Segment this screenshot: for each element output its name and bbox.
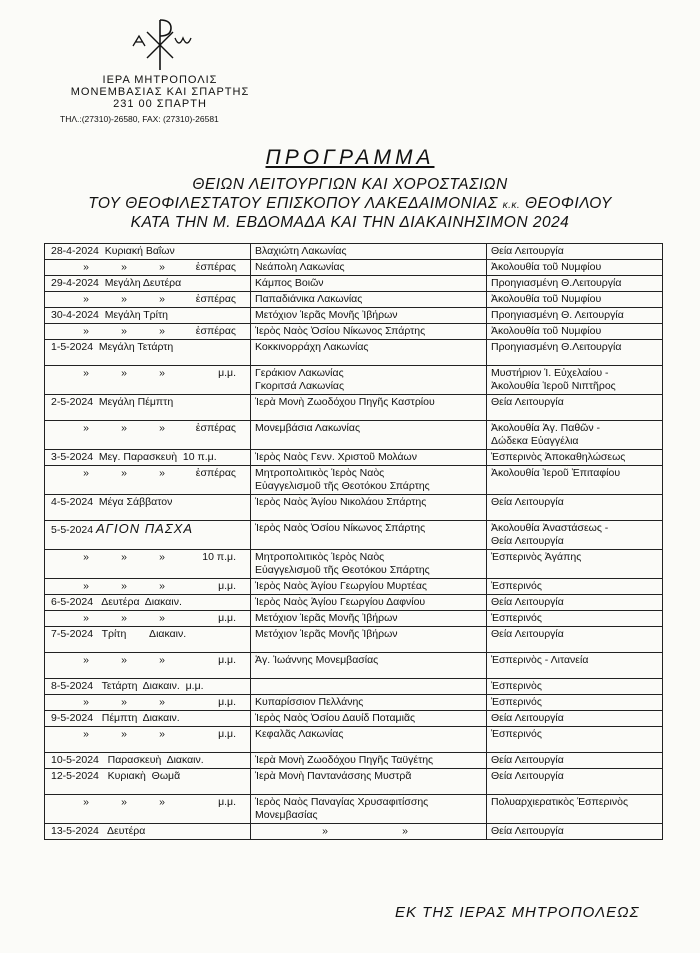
date-cell [45,727,251,753]
place-text: Μητροπολιτικὸς Ἱερὸς Ναὸς [255,467,385,479]
place-cell [251,611,487,627]
ditto-mark: » [121,728,127,740]
service-text: Προηγιασμένη Θ. Λειτουργία [491,309,624,321]
ditto-mark: » [322,825,328,837]
service-text: Πολυαρχιερατικὸς Ἑσπερινὸς [491,796,629,808]
date-cell [45,276,251,292]
service-text-2: Δώδεκα Εὐαγγέλια [491,435,579,447]
place-text-2: Εὐαγγελισμοῦ τῆς Θεοτόκου Σπάρτης [255,480,430,492]
place-text: Νεάπολη Λακωνίας [255,261,345,273]
time-text: μ.μ. [218,580,236,592]
schedule-row [45,324,663,340]
service-cell [487,711,663,727]
ditto-mark: » [402,825,408,837]
service-cell [487,627,663,653]
date-cell [45,495,251,521]
date-cell [45,679,251,695]
date-cell [45,466,251,495]
service-cell [487,260,663,276]
place-cell [251,753,487,769]
place-text: Ἱερὸς Ναὸς Γενν. Χριστοῦ Μολάων [255,451,417,463]
ditto-mark: » [159,367,165,379]
place-cell [251,276,487,292]
service-cell [487,695,663,711]
service-text: Ἀκολουθία τοῦ Νυμφίου [491,293,602,305]
ditto-mark: » [83,654,89,666]
pascha-label: ΑΓΙΟΝ ΠΑΣΧΑ [95,521,193,536]
date-cell [45,366,251,395]
ditto-mark: » [121,325,127,337]
place-cell [251,292,487,308]
date-cell [45,627,251,653]
place-text: Παπαδιάνικα Λακωνίας [255,293,363,305]
subtitle-line3: ΚΑΤΑ ΤΗΝ Μ. ΕΒΔΟΜΑΔΑ ΚΑΙ ΤΗΝ ΔΙΑΚΑΙΝΗΣΙΜΟΝ 2024 [130,214,570,231]
place-cell [251,395,487,421]
date-cell [45,308,251,324]
place-cell [251,260,487,276]
service-cell [487,653,663,679]
date-text: 10-5-2024 Παρασκευὴ Διακαιν. [51,754,204,766]
place-cell [251,466,487,495]
place-text: Ἱερὸς Ναὸς Ἁγίου Γεωργίου Μυρτέας [255,580,427,592]
schedule-row [45,611,663,627]
place-cell [251,679,487,695]
ditto-mark: » [83,325,89,337]
ditto-mark: » [83,580,89,592]
service-text: Ἑσπερινὸς Ἀποκαθηλώσεως [491,451,626,463]
ditto-mark: » [121,580,127,592]
service-text: Ἑσπερινός [491,696,542,708]
service-cell [487,795,663,824]
service-text: Ἀκολουθία Ἀναστάσεως - [491,522,609,534]
date-cell [45,753,251,769]
service-cell [487,308,663,324]
ditto-mark: » [159,696,165,708]
service-text: Μυστήριον Ἱ. Εὐχελαίου - [491,367,609,379]
date-cell [45,711,251,727]
ditto-mark: » [83,551,89,563]
service-text-2: Θεία Λειτουργία [491,535,564,547]
schedule-row [45,824,663,840]
letterhead-line3: 231 00 ΣΠΑΡΤΗ [113,98,207,110]
time-text: ἑσπέρας [195,467,236,479]
service-text: Θεία Λειτουργία [491,770,564,782]
service-cell [487,679,663,695]
schedule-row [45,795,663,824]
schedule-row [45,395,663,421]
service-text: Ἀκολουθία τοῦ Νυμφίου [491,261,602,273]
service-cell [487,579,663,595]
ditto-mark: » [121,467,127,479]
service-cell [487,366,663,395]
service-cell [487,824,663,840]
service-text: Ἑσπερινὸς Ἀγάπης [491,551,582,563]
ditto-mark: » [159,612,165,624]
schedule-table [44,243,663,840]
ditto-mark: » [83,796,89,808]
date-text: 9-5-2024 Πέμπτη Διακαιν. [51,712,180,724]
ditto-mark: » [159,293,165,305]
date-text: 13-5-2024 Δευτέρα [51,825,146,837]
place-cell [251,579,487,595]
place-cell [251,495,487,521]
place-text: Μετόχιον Ἱερᾶς Μονῆς Ἰβήρων [255,309,398,321]
ditto-mark: » [83,367,89,379]
time-text: μ.μ. [218,696,236,708]
place-text: Ἱερὰ Μονὴ Ζωοδόχου Πηγῆς Ταϋγέτης [255,754,434,766]
schedule-row [45,627,663,653]
service-cell [487,727,663,753]
schedule-row [45,340,663,366]
service-cell [487,450,663,466]
place-text-2: Γκοριτσά Λακωνίας [255,380,345,392]
date-cell [45,521,251,550]
date-cell [45,421,251,450]
schedule-row [45,495,663,521]
place-cell [251,695,487,711]
service-cell [487,550,663,579]
date-cell [45,795,251,824]
service-text: Ἀκολουθία τοῦ Νυμφίου [491,325,602,337]
service-cell [487,324,663,340]
place-text: Ἱερὰ Μονὴ Παντανάσσης Μυστρᾶ [255,770,412,782]
ditto-mark: » [83,467,89,479]
schedule-row [45,260,663,276]
ditto-mark: » [121,293,127,305]
date-cell [45,292,251,308]
place-text-2: Εὐαγγελισμοῦ τῆς Θεοτόκου Σπάρτης [255,564,430,576]
chi-rho-emblem-icon [125,16,195,72]
date-cell [45,695,251,711]
service-text: Ἀκολουθία Ἱεροῦ Ἐπιταφίου [491,467,621,479]
place-text: Μητροπολιτικὸς Ἱερὸς Ναὸς [255,551,385,563]
date-cell [45,653,251,679]
ditto-mark: » [121,261,127,273]
signature-line: ΕΚ ΤΗΣ ΙΕΡΑΣ ΜΗΤΡΟΠΟΛΕΩΣ [395,904,640,921]
ditto-mark: » [159,422,165,434]
place-cell [251,711,487,727]
place-cell [251,653,487,679]
place-text: Ἱερὸς Ναὸς Ὁσίου Δαυίδ Ποταμιᾶς [255,712,416,724]
schedule-row [45,466,663,495]
place-text: Ἱερὰ Μονὴ Ζωοδόχου Πηγῆς Καστρίου [255,396,435,408]
schedule-row [45,753,663,769]
place-cell [251,521,487,550]
ditto-mark: » [83,422,89,434]
schedule-row [45,711,663,727]
place-cell [251,727,487,753]
place-cell [251,308,487,324]
letterhead [40,16,280,124]
schedule-row [45,292,663,308]
time-text: ἑσπέρας [195,325,236,337]
ditto-mark: » [159,261,165,273]
schedule-body [45,244,663,840]
ditto-mark: » [159,728,165,740]
service-cell [487,395,663,421]
time-text: μ.μ. [218,612,236,624]
service-text: Προηγιασμένη Θ.Λειτουργία [491,277,622,289]
service-text: Θεία Λειτουργία [491,825,564,837]
date-text: 1-5-2024 Μεγάλη Τετάρτη [51,341,174,353]
ditto-mark: » [159,796,165,808]
service-text: Θεία Λειτουργία [491,245,564,257]
date-text: 7-5-2024 Τρίτη Διακαιν. [51,628,187,640]
subtitle-line2 [0,195,700,213]
schedule-row [45,653,663,679]
subtitle-line2-main: ΤΟΥ ΘΕΟΦΙΛΕΣΤΑΤΟΥ ΕΠΙΣΚΟΠΟΥ ΛΑΚΕΔΑΙΜΟΝΙΑΣ [88,195,498,212]
place-text: Ἱερὸς Ναὸς Παναγίας Χρυσαφιτίσσης [255,796,429,808]
service-text: Θεία Λειτουργία [491,396,564,408]
ditto-mark: » [159,551,165,563]
date-text: 12-5-2024 Κυριακὴ Θωμᾶ [51,770,181,782]
schedule-row [45,421,663,450]
schedule-row [45,308,663,324]
time-text: ἑσπέρας [195,422,236,434]
date-text: 29-4-2024 Μεγάλη Δευτέρα [51,277,182,289]
service-text: Ἑσπερινός [491,728,542,740]
time-text: ἑσπέρας [195,261,236,273]
letterhead-contact: ΤΗΛ.:(27310)-26580, FAX: (27310)-26581 [60,114,219,124]
service-text: Θεία Λειτουργία [491,712,564,724]
service-cell [487,244,663,260]
schedule-row [45,695,663,711]
date-cell [45,395,251,421]
date-text: 8-5-2024 Τετάρτη Διακαιν. μ.μ. [51,680,204,692]
ditto-mark: » [83,696,89,708]
place-text: Γεράκιον Λακωνίας [255,367,344,379]
place-text: Μετόχιον Ἱερᾶς Μονῆς Ἰβήρων [255,628,398,640]
service-cell [487,421,663,450]
service-text: Θεία Λειτουργία [491,754,564,766]
date-text: 6-5-2024 Δευτέρα Διακαιν. [51,596,182,608]
service-text-2: Ἀκολουθία Ἱεροῦ Νιπτῆρος [491,380,616,392]
ditto-mark: » [121,612,127,624]
place-text: Ἱερὸς Ναὸς Ἁγίου Νικολάου Σπάρτης [255,496,427,508]
ditto-mark: » [83,728,89,740]
place-text: Κάμπος Βοιῶν [255,277,324,289]
service-text: Ἑσπερινός [491,580,542,592]
place-cell [251,244,487,260]
place-text: Ἱερὸς Ναὸς Ὁσίου Νίκωνος Σπάρτης [255,522,426,534]
schedule-row [45,579,663,595]
schedule-row [45,727,663,753]
service-cell [487,595,663,611]
service-text: Ἀκολουθία Ἁγ. Παθῶν - [491,422,601,434]
place-text: Βλαχιώτη Λακωνίας [255,245,347,257]
time-text: μ.μ. [218,367,236,379]
ditto-mark: » [159,467,165,479]
service-text: Θεία Λειτουργία [491,628,564,640]
place-cell [251,324,487,340]
place-cell [251,450,487,466]
ditto-mark: » [83,261,89,273]
time-text: μ.μ. [218,728,236,740]
time-text: 10 π.μ. [202,551,236,563]
schedule-row [45,366,663,395]
place-cell [251,366,487,395]
date-cell [45,450,251,466]
schedule-row [45,550,663,579]
subtitle-line2-name: ΘΕΟΦΙΛΟΥ [524,195,612,212]
service-text: Ἑσπερινός [491,612,542,624]
letterhead-line2: ΜΟΝΕΜΒΑΣΙΑΣ ΚΑΙ ΣΠΑΡΤΗΣ [70,86,250,98]
place-cell [251,769,487,795]
date-text: 28-4-2024 Κυριακή Βαΐων [51,245,175,257]
service-text: Ἑσπερινὸς [491,680,542,692]
subtitle-line1: ΘΕΙΩΝ ΛΕΙΤΟΥΡΓΙΩΝ ΚΑΙ ΧΟΡΟΣΤΑΣΙΩΝ [192,176,508,193]
document-title: ΠΡΟΓΡΑΜΜΑ [265,146,435,169]
service-cell [487,753,663,769]
ditto-mark: » [121,696,127,708]
place-text: Ἁγ. Ἰωάννης Μονεμβασίας [255,654,379,666]
ditto-mark: » [121,422,127,434]
date-cell [45,824,251,840]
date-cell [45,611,251,627]
service-cell [487,521,663,550]
schedule-row [45,595,663,611]
schedule-row [45,276,663,292]
place-text: Μονεμβάσια Λακωνίας [255,422,361,434]
service-cell [487,292,663,308]
date-text: 30-4-2024 Μεγάλη Τρίτη [51,309,168,321]
date-text: 5-5-2024 [51,524,94,536]
ditto-mark: » [159,580,165,592]
date-text: 4-5-2024 Μέγα Σάββατον [51,496,173,508]
date-cell [45,579,251,595]
service-text: Ἑσπερινὸς - Λιτανεία [491,654,589,666]
ditto-mark: » [121,367,127,379]
schedule-row [45,521,663,550]
time-text: μ.μ. [218,654,236,666]
date-text: 2-5-2024 Μεγάλη Πέμπτη [51,396,174,408]
place-text: Κεφαλᾶς Λακωνίας [255,728,344,740]
ditto-mark: » [121,551,127,563]
service-cell [487,495,663,521]
place-text: Ἱερὸς Ναὸς Ὁσίου Νίκωνος Σπάρτης [255,325,426,337]
schedule-row [45,679,663,695]
service-cell [487,769,663,795]
date-cell [45,769,251,795]
service-cell [487,276,663,292]
place-text: Ἱερὸς Ναὸς Ἁγίου Γεωργίου Δαφνίου [255,596,426,608]
service-cell [487,340,663,366]
service-text: Προηγιασμένη Θ.Λειτουργία [491,341,622,353]
service-cell [487,611,663,627]
place-text-2: Μονεμβασίας [255,809,318,821]
ditto-mark: » [121,654,127,666]
place-cell [251,550,487,579]
ditto-mark: » [83,293,89,305]
date-cell [45,324,251,340]
date-cell [45,595,251,611]
place-cell [251,824,487,840]
letterhead-line1: ΙΕΡΑ ΜΗΤΡΟΠΟΛΙΣ [102,74,218,86]
date-cell [45,260,251,276]
place-cell [251,421,487,450]
place-cell [251,340,487,366]
place-cell [251,595,487,611]
schedule-row [45,244,663,260]
service-text: Θεία Λειτουργία [491,596,564,608]
place-text: Μετόχιον Ἱερᾶς Μονῆς Ἰβήρων [255,612,398,624]
service-cell [487,466,663,495]
subtitle-line2-honorific: κ.κ. [502,200,521,211]
date-cell [45,550,251,579]
schedule-row [45,769,663,795]
ditto-mark: » [159,654,165,666]
date-cell [45,340,251,366]
place-text: Κυπαρίσσιον Πελλάνης [255,696,364,708]
ditto-mark: » [121,796,127,808]
time-text: μ.μ. [218,796,236,808]
service-text: Θεία Λειτουργία [491,496,564,508]
time-text: ἑσπέρας [195,293,236,305]
place-cell [251,627,487,653]
ditto-mark: » [159,325,165,337]
date-text: 3-5-2024 Μεγ. Παρασκευὴ 10 π.μ. [51,451,217,463]
date-cell [45,244,251,260]
ditto-mark: » [83,612,89,624]
place-cell [251,795,487,824]
place-text: Κοκκινορράχη Λακωνίας [255,341,369,353]
schedule-row [45,450,663,466]
